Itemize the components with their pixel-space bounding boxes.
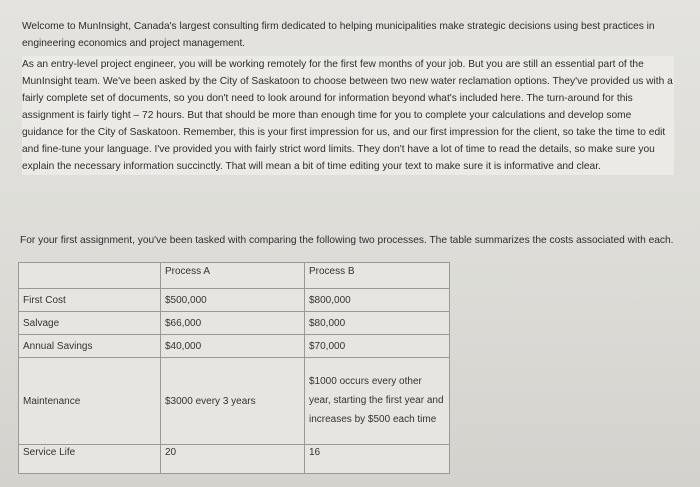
row-label: Salvage [19, 312, 161, 335]
process-b-value: $70,000 [305, 335, 450, 358]
row-label: Service Life [19, 445, 161, 474]
table-row [19, 335, 450, 358]
row-label: First Cost [19, 289, 161, 312]
table-row [19, 289, 450, 312]
row-label: Maintenance [19, 358, 161, 445]
prompt-paragraph: For your first assignment, you've been tasked with comparing the following two processes. The table summarizes the costs associated with each. [20, 235, 674, 247]
table-row [19, 445, 450, 474]
process-b-value: $800,000 [305, 289, 450, 312]
cost-comparison-table [18, 262, 450, 474]
table-header-row [19, 263, 450, 289]
header-cell-process-a: Process A [161, 263, 305, 289]
table-row [19, 312, 450, 335]
intro-section [22, 18, 674, 179]
header-cell-empty [19, 263, 161, 289]
process-a-value: $500,000 [161, 289, 305, 312]
assignment-paragraph: As an entry-level project engineer, you will be working remotely for the first few months of your job. But you are still an essential part of the MunInsight team. We've been asked by the City of Saskatoon to choose between two new water reclamation options. They've provided us with a fairly complete set of documents, so you don't need to look around for information beyond what's included here. The turn-around for this assignment is fairly tight – 72 hours. But that should be more than enough time for you to complete your calculations and develop some guidance for the City of Saskatoon. Remember, this is your first impression for us, and our first impression for the client, so take the time to edit and fine-tune your language. I've provided you with fairly strict word limits. They don't have a lot of time to read the details, so make sure you explain the necessary information succinctly. That will mean a bit of time editing your text to make sure it is informative and clear. [22, 56, 674, 175]
process-a-value: $66,000 [161, 312, 305, 335]
process-a-value: $40,000 [161, 335, 305, 358]
process-a-value: 20 [161, 445, 305, 474]
header-cell-process-b: Process B [305, 263, 450, 289]
process-b-value: $80,000 [305, 312, 450, 335]
welcome-paragraph: Welcome to MunInsight, Canada's largest consulting firm dedicated to helping municipalities make strategic decisions using best practices in engineering economics and project management. [22, 21, 655, 49]
process-b-value: 16 [305, 445, 450, 474]
process-b-value: $1000 occurs every other year, starting the first year and increases by $500 each time [305, 358, 450, 445]
row-label: Annual Savings [19, 335, 161, 358]
process-a-value: $3000 every 3 years [161, 358, 305, 445]
table-row [19, 358, 450, 445]
